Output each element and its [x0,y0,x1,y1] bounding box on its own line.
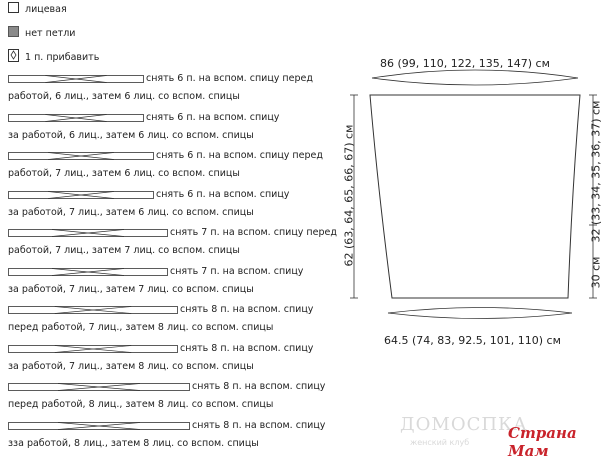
cable-cross-icon [8,383,190,391]
cable-legend-line2: работой, 7 лиц., затем 7 лиц. со вспом. спицы [8,245,240,256]
cable-legend-row [8,189,289,202]
watermark-domovodka-sub: женский клуб [410,438,470,447]
watermark-domovodka: ДОМОСПКА [400,414,528,435]
bottom-width-arrow [388,308,572,314]
bottom-width-label: 64.5 (74, 83, 92.5, 101, 110) см [384,334,561,347]
cable-legend-line2: работой, 6 лиц., затем 6 лиц. со вспом. спицы [8,91,240,102]
cable-legend-line1: снять 8 п. на вспом. спицу [192,419,326,431]
legend-knit [8,2,67,17]
cable-cross-icon [8,345,178,353]
watermark-strana-mam: Страна Мам [508,424,577,460]
legend-increase-label: 1 п. прибавить [25,51,100,63]
cable-legend-line2: работой, 7 лиц., затем 6 лиц. со вспом. спицы [8,168,240,179]
no-stitch-symbol-icon [8,26,19,41]
cable-legend-line1: снять 7 п. на вспом. спицу [170,265,304,277]
cable-cross-icon [8,152,154,160]
cable-legend-row [8,73,313,86]
increase-symbol-icon [8,49,19,66]
cable-cross-icon [8,191,154,199]
cable-legend-line1: снять 6 п. на вспом. спицу [146,111,280,123]
cable-legend-line1: снять 6 п. на вспом. спицу [156,188,290,200]
legend-increase [8,49,99,66]
cable-legend-row [8,227,337,240]
top-width-label: 86 (99, 110, 122, 135, 147) см [380,57,550,70]
cable-legend-row [8,381,325,394]
cable-cross-icon [8,306,178,314]
cable-cross-icon [8,114,144,122]
cable-legend-line1: снять 6 п. на вспом. спицу перед [156,150,323,161]
cable-legend-line1: снять 8 п. на вспом. спицу [192,381,326,392]
length-label: 62 (63, 64, 65, 66, 67) см [342,124,356,267]
garment-schematic [340,40,610,457]
cable-legend-line1: снять 6 п. на вспом. спицу перед [146,73,313,84]
cable-legend-line2: зза работой, 8 лиц., затем 8 лиц. со вспом. спицы [8,437,259,449]
cable-cross-icon [8,75,144,83]
legend-no-stitch-label: нет петли [25,27,76,39]
garment-outline [370,95,580,298]
cable-legend-line2: перед работой, 7 лиц., затем 8 лиц. со вспом. спицы [8,322,274,333]
legend-knit-label: лицевая [25,3,67,15]
cable-legend-line2: за работой, 6 лиц., затем 6 лиц. со вспом. спицы [8,129,254,141]
cable-legend-row [8,343,313,356]
cable-cross-icon [8,422,190,430]
cable-legend-line1: снять 7 п. на вспом. спицу перед [170,227,337,238]
cable-legend-row [8,112,279,125]
cable-legend-line1: снять 8 п. на вспом. спицу [180,304,314,315]
upper-side-label: 32 (33, 34, 35, 36, 37) см [589,100,603,243]
cable-legend-line1: снять 8 п. на вспом. спицу [180,342,314,354]
knit-symbol-icon [8,2,19,17]
cable-cross-icon [8,268,168,276]
cable-legend-row [8,304,313,317]
top-width-arrow [372,70,578,78]
cable-legend-line2: за работой, 7 лиц., затем 7 лиц. со вспом. спицы [8,283,254,295]
cable-legend-row [8,266,303,279]
cable-legend-row [8,150,323,163]
cable-legend-row [8,420,325,433]
cable-legend-line2: перед работой, 8 лиц., затем 8 лиц. со вспом. спицы [8,399,274,410]
legend-no-stitch [8,26,75,41]
cable-cross-icon [8,229,168,237]
lower-side-label: 30 см [589,256,603,289]
cable-legend-line2: за работой, 7 лиц., затем 8 лиц. со вспом. спицы [8,360,254,372]
cable-legend-line2: за работой, 7 лиц., затем 6 лиц. со вспом. спицы [8,206,254,218]
